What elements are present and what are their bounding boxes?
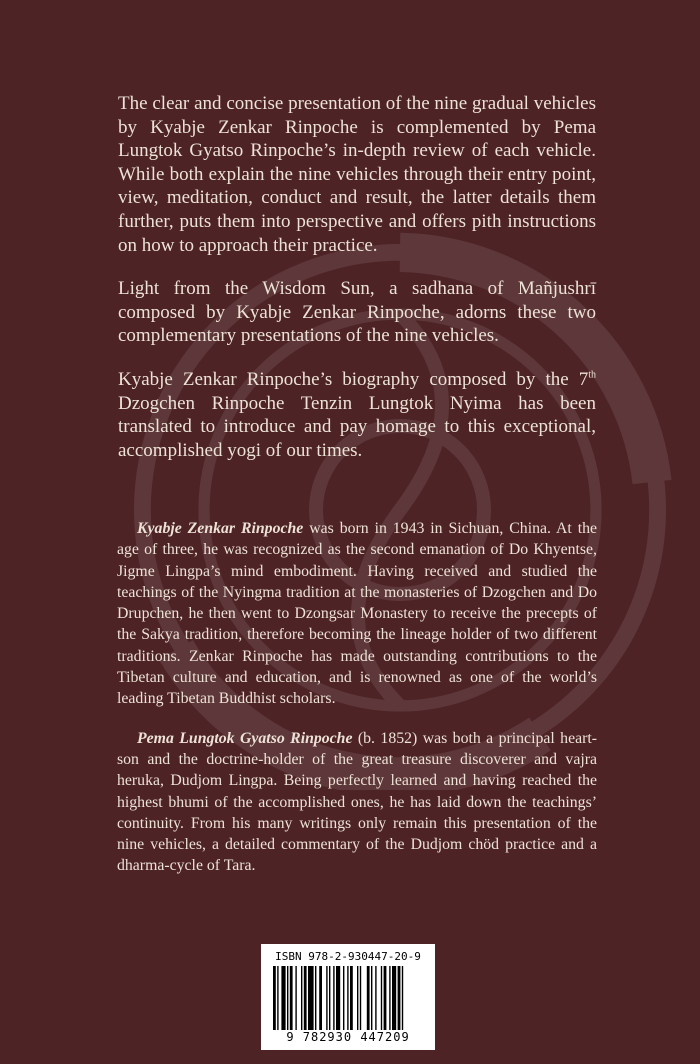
zenkar-bio-text: was born in 1943 in Sichuan, China. At the age of three, he was recognized as the second emanation of Do Khyentse, Jigme Lingpa’s mind embodiment. Having received and studied the teachings of the Nyingma tradition at the monasteries of Dzogchen and Do Drupchen, he then went to Dzongsar Monastery to receive the precepts of the Sakya tradition, therefore becoming the lineage holder of two different traditions. Zenkar Rinpoche has made outstanding contributions to the Tibetan culture and education, and is renowned as one of the world’s leading Tibetan Buddhist scholars.	[117, 520, 597, 708]
barcode-digits: 9 782930 447209	[286, 1030, 410, 1044]
intro-paragraph-2: Light from the Wisdom Sun, a sadhana of Mañjushrī composed by Kyabje Zenkar Rinpoche, adorns these two complementary presentations of the nine vehicles.	[118, 278, 596, 347]
intro-paragraph-1: The clear and concise presentation of the nine gradual vehicles by Kyabje Zenkar Rinpoche is complemented by Pema Lungtok Gyatso Rinpoche’s in-depth review of each vehicle. While both explain the nine vehicles through their entry point, view, meditation, conduct and result, the latter details them further, puts them into perspective and offers pith instructions on how to approach their practice.	[118, 93, 596, 256]
pema-name: Pema Lungtok Gyatso Rinpoche	[137, 729, 353, 747]
isbn-barcode	[261, 944, 435, 1050]
isbn-label: ISBN 978-2-930447-20-9	[275, 950, 421, 963]
intro-paragraph-3-start: Kyabje Zenkar Rinpoche’s biography composed by the 7	[118, 368, 589, 390]
intro-paragraph-3	[118, 368, 596, 462]
pema-bio	[117, 728, 597, 877]
zenkar-name: Kyabje Zenkar Rinpoche	[137, 520, 304, 537]
barcode-bars-icon	[273, 966, 423, 1030]
zenkar-bio	[117, 518, 597, 710]
ordinal-suffix: th	[588, 369, 596, 381]
intro-paragraph-3-end: Dzogchen Rinpoche Tenzin Lungtok Nyima has been translated to introduce and pay homage to this exceptional, accomplished yogi of our times.	[118, 392, 596, 461]
pema-bio-text: (b. 1852) was both a principal heart-son and the doctrine-holder of the great treasure discoverer and vajra heruka, Dudjom Lingpa. Being perfectly learned and having reached the highest bhumi of the accomplished ones, he has laid down the teachings’ continuity. From his many writings only remain this presentation of the nine vehicles, a detailed commentary of the Dudjom chöd practice and a dharma-cycle of Tara.	[117, 729, 598, 875]
intro-text	[118, 92, 596, 482]
biographies	[117, 518, 597, 895]
